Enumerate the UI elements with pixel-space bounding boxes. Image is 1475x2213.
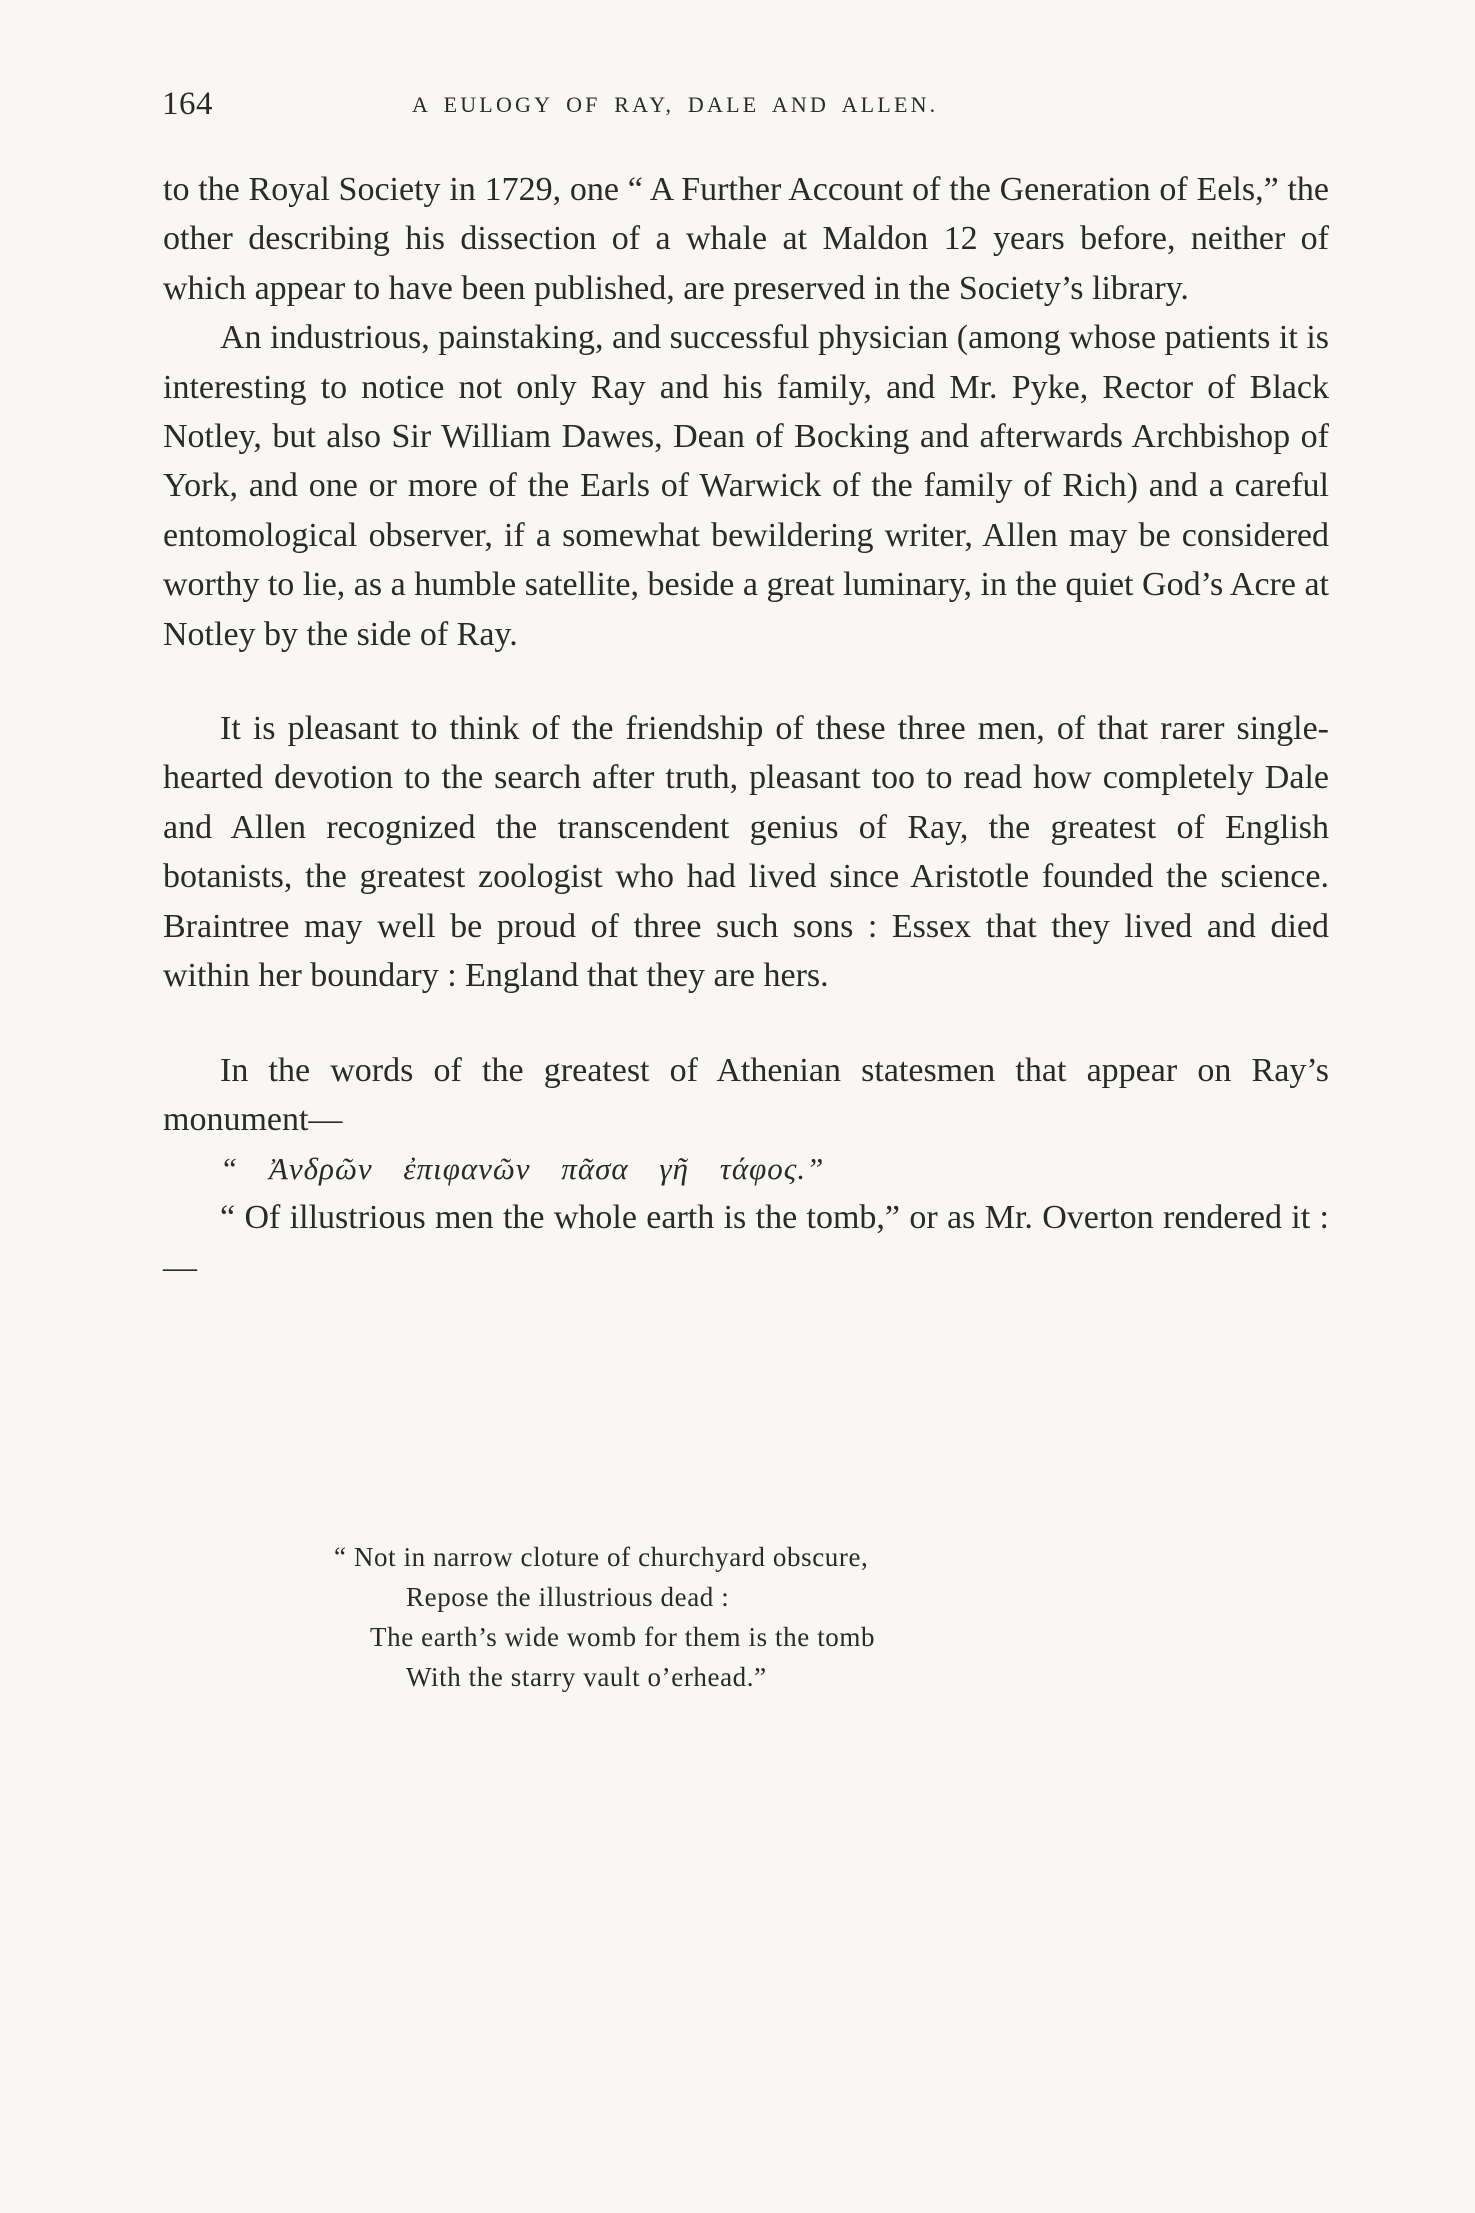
running-head: A EULOGY OF RAY, DALE AND ALLEN. — [412, 92, 939, 117]
paragraph-monument: In the words of the greatest of Athenian statesmen that appear on Ray’s monument— — [163, 1051, 1329, 1138]
greek-quotation: “ Ἀνδρῶν ἐπιφανῶν πᾶσα γῆ τάφος.” — [220, 1151, 825, 1187]
verse-line: Repose the illustrious dead : — [406, 1582, 730, 1612]
paragraph-allen: An industrious, painstaking, and successful physician (among whose patients it is interesting to notice not only Ray and his family, and Mr. Pyke, Rector of Black Notley, but also Sir William Dawes, Dean of Bocking and afterwards Archbishop of York, and one or more of the Earls of Warwick of the family of Rich) and a careful entomological observer, if a somewhat bewildering writer, Allen may be considered worthy to lie, as a humble satellite, beside a great luminary, in the quiet God’s Acre at Notley by the side of Ray. — [163, 319, 1329, 653]
verse-line: The earth’s wide womb for them is the tomb — [370, 1622, 876, 1652]
verse-line: “ Not in narrow cloture of churchyard obscure, — [334, 1542, 869, 1572]
paragraph-translation: “ Of illustrious men the whole earth is the tomb,” or as Mr. Overton rendered it :— — [163, 1199, 1329, 1286]
verse-line: With the starry vault o’erhead.” — [406, 1662, 767, 1692]
body-text — [163, 165, 1329, 1292]
paragraph-friendship: It is pleasant to think of the friendship of these three men, of that rarer single-hearted devotion to the search after truth, pleasant too to read how completely Dale and Allen recognized the transcendent genius of Ray, the greatest of English botanists, the greatest zoologist who had lived since Aristotle founded the science. Braintree may well be proud of three such sons : Essex that they lived and died within her boundary : England that they are hers. — [163, 710, 1329, 995]
page-header — [162, 86, 1332, 126]
paragraph-continuation: to the Royal Society in 1729, one “ A Further Account of the Generation of Eels,” the other describing his dissection of a whale at Maldon 12 years before, neither of which appear to have been published, are preserved in the Society’s library. — [163, 171, 1329, 307]
verse-quotation — [334, 1537, 1154, 1697]
page-number: 164 — [162, 86, 213, 122]
